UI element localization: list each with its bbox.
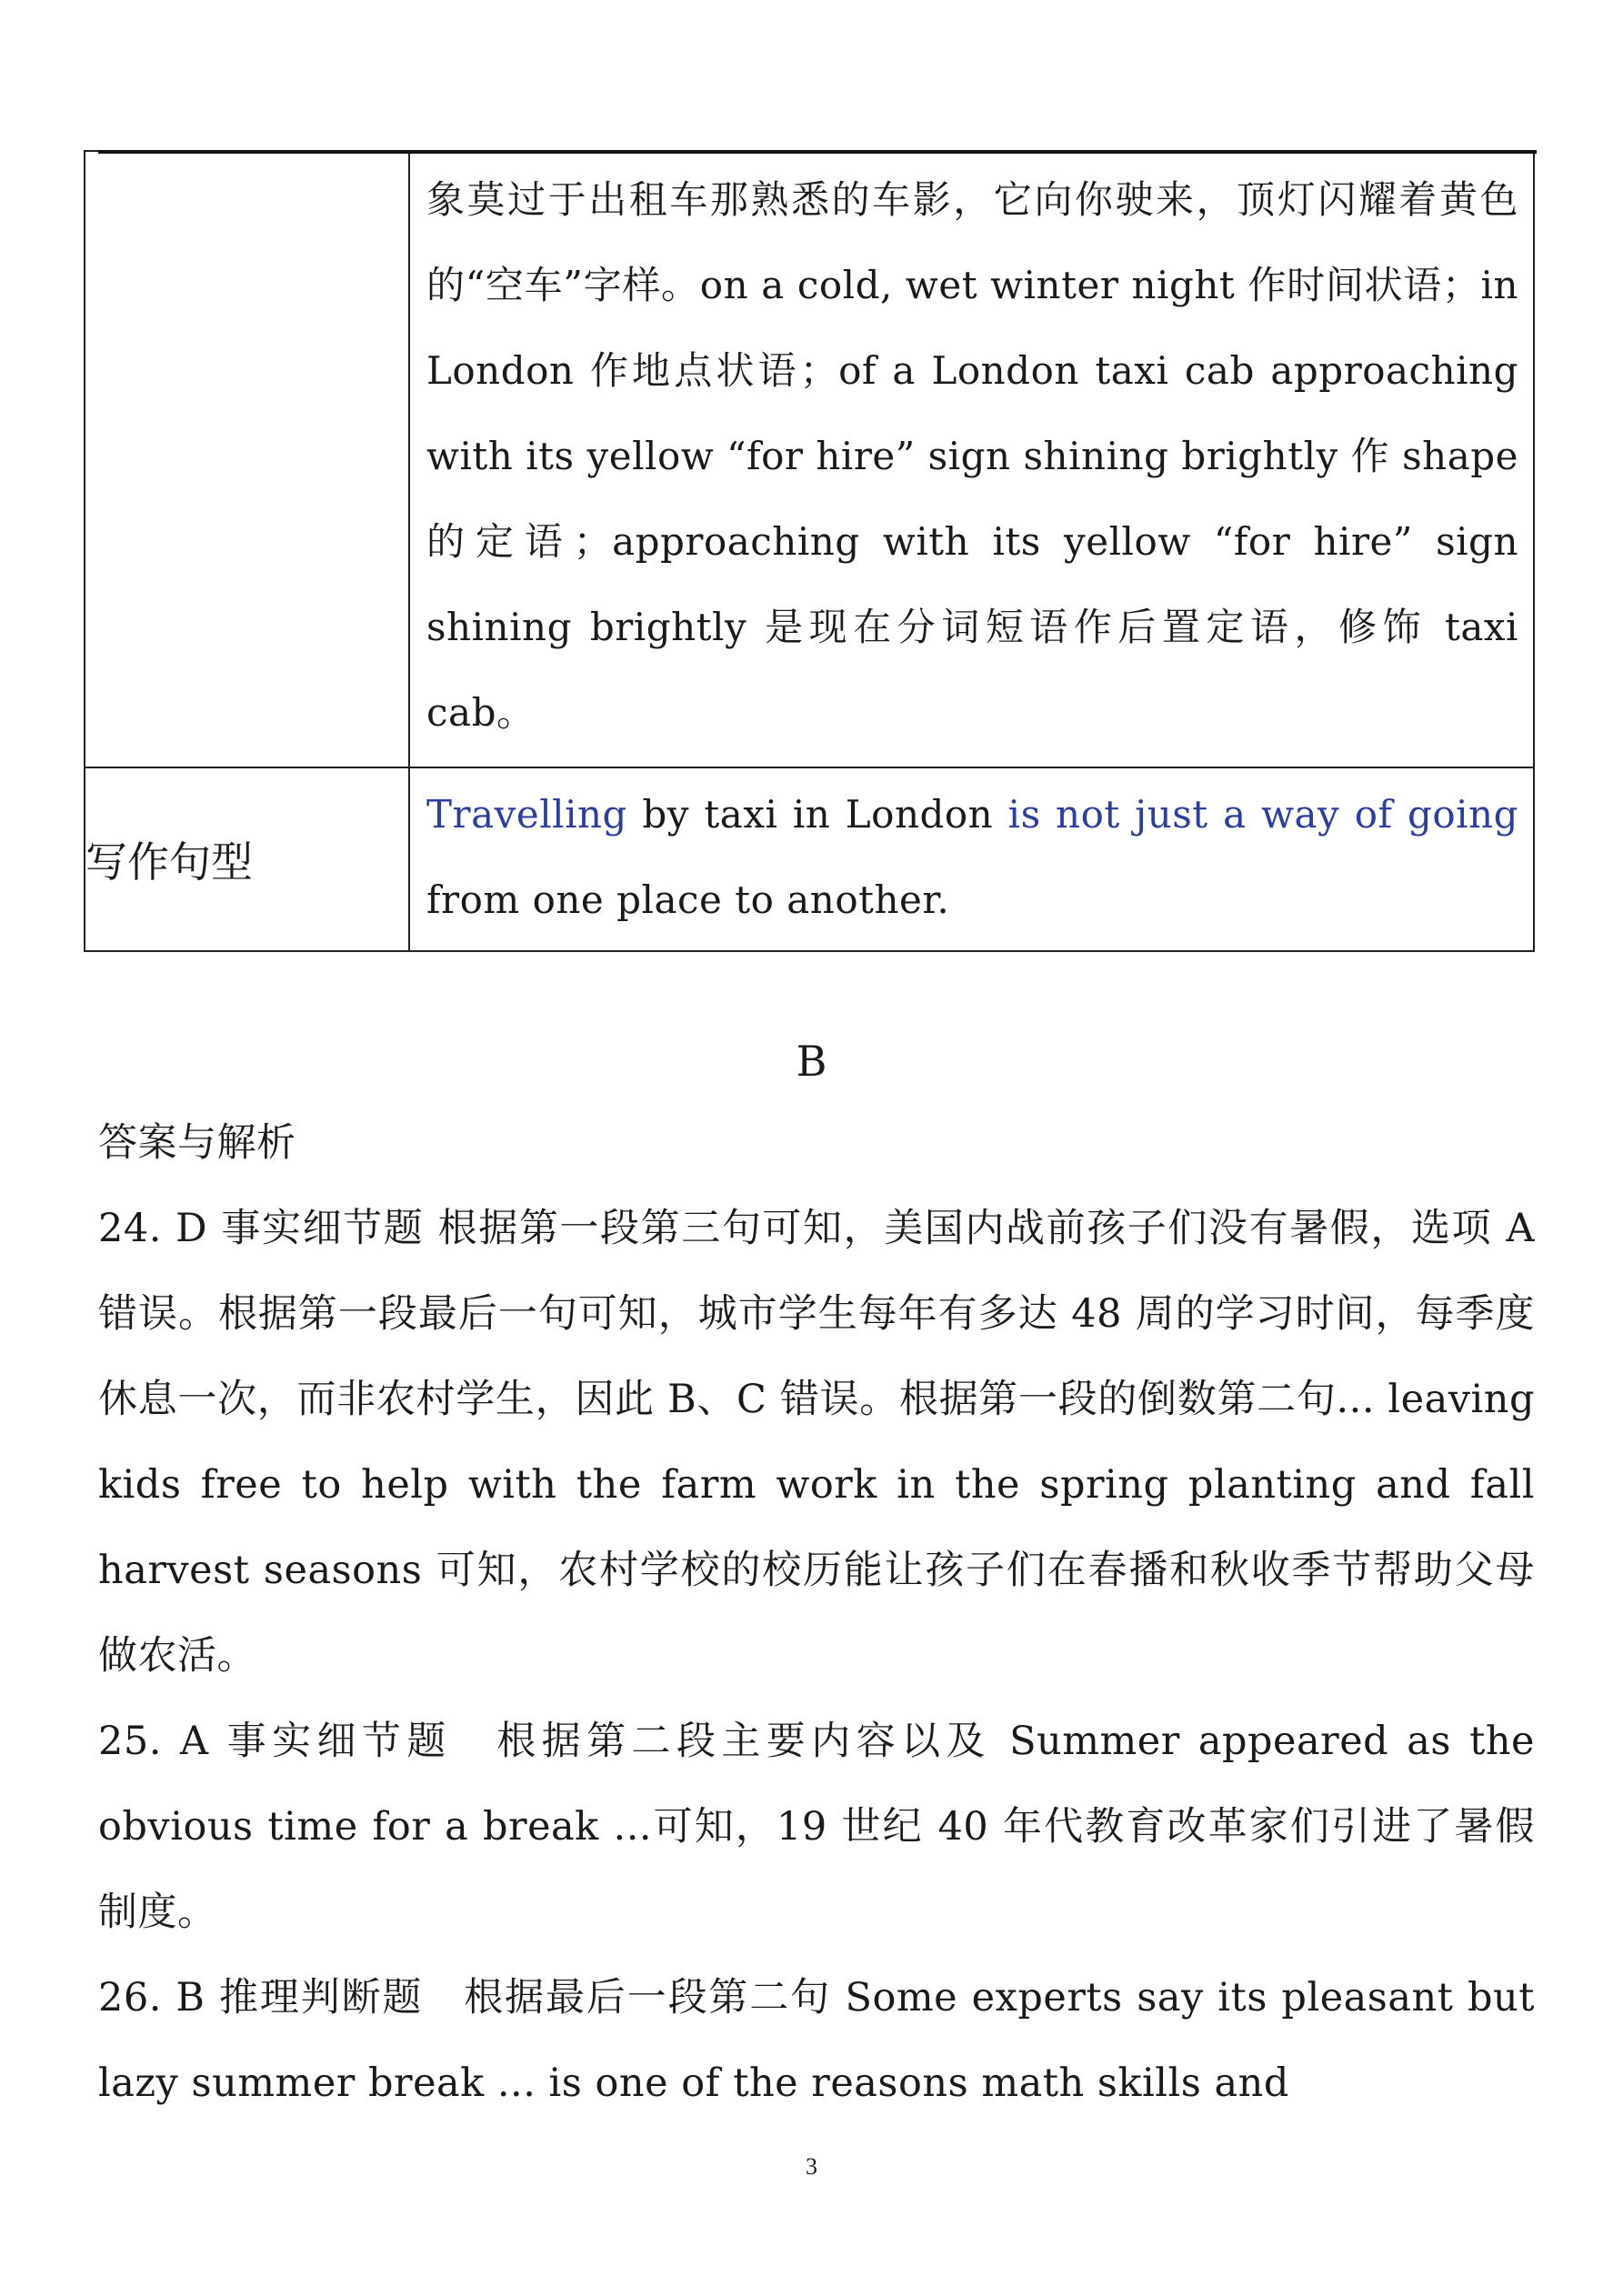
highlight-not-just: is not just a way of going [1007,792,1518,837]
page-number: 3 [806,2153,817,2180]
sentence-pattern-text [410,768,1533,950]
sentence-plain-2: from one place to another. [426,877,950,922]
table-cell-sentence-pattern [409,767,1534,951]
analysis-table [84,150,1535,952]
answer-item-25: 25. A 事实细节题 根据第二段主要内容以及 Summer appeared as the obvious time for a break ...可知，19 世纪 40 年代教育改革家们引进了暑假制度。 [98,1719,1535,1935]
answer-item-24: 24. D 事实细节题 根据第一段第三句可知，美国内战前孩子们没有暑假，选项 A 错误。根据第一段最后一句可知，城市学生每年有多达 48 周的学习时间，每季度休息一次，而非农村学生，因此 B、C 错误。根据第一段的倒数第二句... leaving kids free to help with the farm work in the spring planting and fall harvest seasons 可知，农村学校的校历能让孩子们在春播和秋收季节帮助父母做农活。 [98,1206,1535,1679]
table-row [85,151,1534,767]
answer-section [98,1100,1535,2126]
table-cell-label: 写作句型 [85,767,409,951]
answer-title: 答案与解析 [98,1120,296,1166]
section-heading: B [796,1037,827,1086]
sentence-plain-1: by taxi in London [626,792,1008,837]
table-cell-explanation [409,151,1534,767]
table-row [85,767,1534,951]
highlight-travelling: Travelling [426,792,627,837]
table-top-rule [98,150,1537,154]
table-cell-label-empty [85,151,409,767]
explanation-text: 象莫过于出租车那熟悉的车影，它向你驶来，顶灯闪耀着黄色的“空车”字样。on a cold, wet winter night 作时间状语；in London 作地点状语；of a London taxi cab approaching with its yellow “for hire” sign shining brightly 作 shape 的定语；approaching with its yellow “for hire” sign shining brightly 是现在分词短语作后置定语，修饰 taxi cab。 [426,177,1518,735]
answer-item-26: 26. B 推理判断题 根据最后一段第二句 Some experts say its pleasant but lazy summer break ... is one of the reasons math skills and [98,1975,1535,2106]
